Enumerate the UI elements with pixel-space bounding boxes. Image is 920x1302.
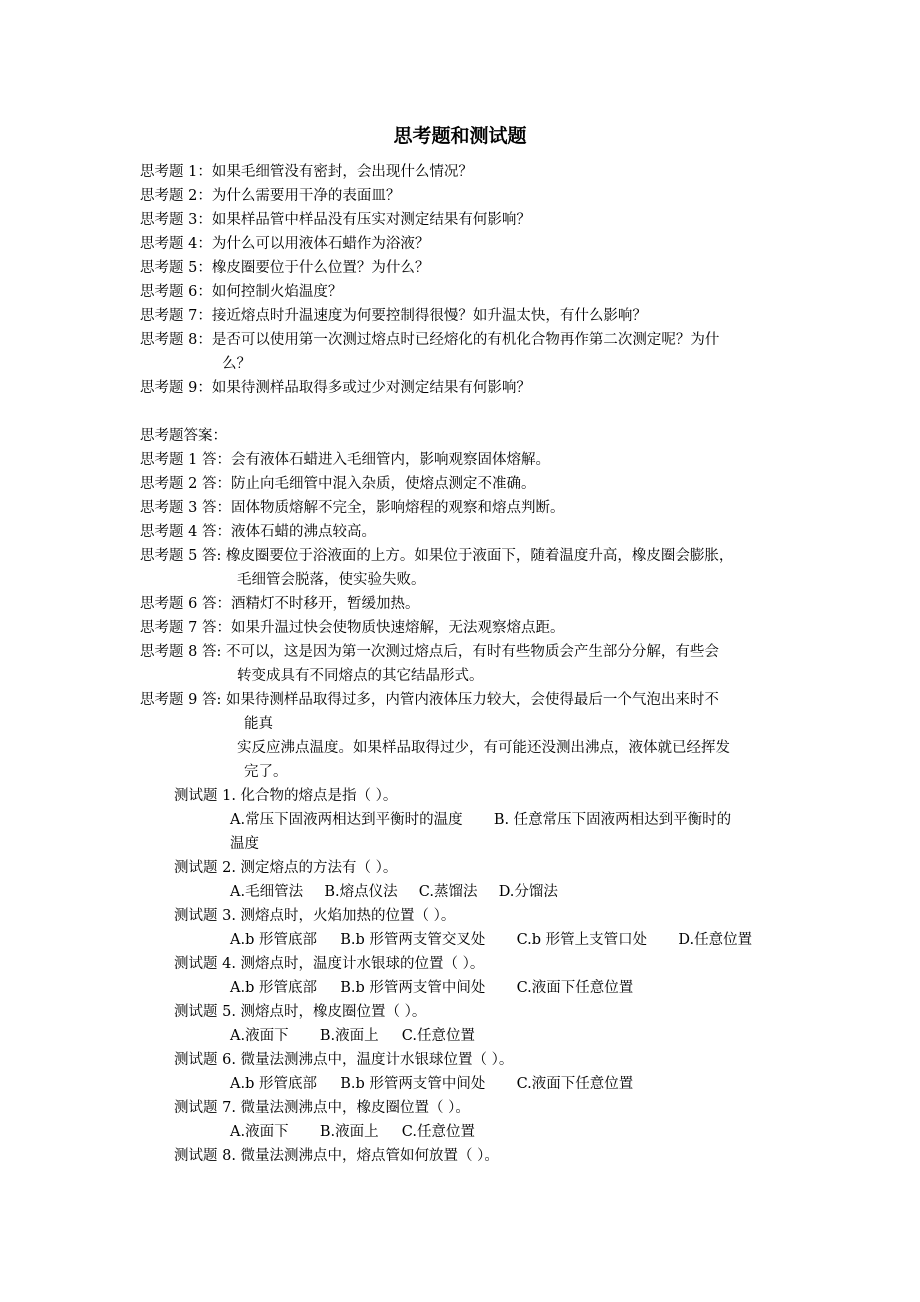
answer-2: 思考题 2 答：防止向毛细管中混入杂质，使熔点测定不准确。 — [140, 476, 536, 492]
test-7: 测试题 7. 微量法测沸点中，橡皮圈位置（ ）。 — [174, 1100, 470, 1116]
question-6: 思考题 6：如何控制火焰温度？ — [140, 284, 343, 300]
answer-6: 思考题 6 答：酒精灯不时移开，暂缓加热。 — [140, 596, 420, 612]
test-2-options — [230, 882, 558, 902]
test-7-option-b: B.液面上 — [319, 1124, 379, 1140]
answer-7: 思考题 7 答：如果升温过快会使物质快速熔解，无法观察熔点距。 — [140, 620, 565, 636]
answer-5-continued: 毛细管会脱落，使实验失败。 — [237, 572, 426, 588]
question-3: 思考题 3：如果样品管中样品没有压实对测定结果有何影响？ — [140, 212, 531, 228]
question-4: 思考题 4：为什么可以用液体石蜡作为浴液？ — [140, 236, 430, 252]
answer-5: 思考题 5 答: 橡皮圈要位于浴液面的上方。如果位于液面下，随着温度升高，橡皮圈会膨胀， — [140, 548, 734, 564]
test-5-option-c: C.任意位置 — [401, 1028, 475, 1044]
test-6-option-a: A.b 形管底部 — [230, 1076, 317, 1092]
question-8-continued: 么？ — [222, 356, 251, 372]
test-5: 测试题 5. 测熔点时，橡皮圈位置（ ）。 — [174, 1004, 427, 1020]
test-2-option-a: A.毛细管法 — [230, 884, 304, 900]
test-2-option-c: C.蒸馏法 — [418, 884, 478, 900]
page-title: 思考题和测试题 — [393, 125, 527, 147]
answer-3: 思考题 3 答：固体物质熔解不完全，影响熔程的观察和熔点判断。 — [140, 500, 565, 516]
test-8: 测试题 8. 微量法测沸点中，熔点管如何放置（ ）。 — [174, 1148, 499, 1164]
test-3-option-d: D.任意位置 — [678, 932, 753, 948]
test-4-options — [230, 978, 633, 998]
test-1-option-b: B. 任意常压下固液两相达到平衡时的 — [493, 812, 732, 828]
question-9: 思考题 9：如果待测样品取得多或过少对测定结果有何影响？ — [140, 380, 531, 396]
test-1: 测试题 1. 化合物的熔点是指（ ）。 — [174, 788, 398, 804]
test-3-options — [230, 930, 752, 950]
question-2: 思考题 2：为什么需要用干净的表面皿？ — [140, 188, 401, 204]
answer-9: 思考题 9 答: 如果待测样品取得过多，内管内液体压力较大，会使得最后一个气泡出来时不 — [140, 692, 719, 708]
answer-9-continued-2: 实反应沸点温度。如果样品取得过少，有可能还没测出沸点，液体就已经挥发 — [237, 740, 730, 756]
question-7: 思考题 7：接近熔点时升温速度为何要控制得很慢？如升温太快，有什么影响？ — [140, 308, 647, 324]
test-2: 测试题 2. 测定熔点的方法有（ ）。 — [174, 860, 398, 876]
test-5-options — [230, 1026, 475, 1046]
test-1-option-b-continued: 温度 — [230, 836, 259, 852]
test-6-options — [230, 1074, 633, 1094]
test-3-option-b: B.b 形管两支管交叉处 — [340, 932, 486, 948]
answers-header: 思考题答案： — [140, 428, 227, 444]
answer-9-continued-1: 能真 — [244, 716, 273, 732]
answer-9-continued-3: 完了。 — [244, 764, 288, 780]
test-4: 测试题 4. 测熔点时，温度计水银球的位置（ ）。 — [174, 956, 485, 972]
test-3-option-a: A.b 形管底部 — [230, 932, 317, 948]
question-1: 思考题 1：如果毛细管没有密封，会出现什么情况？ — [140, 164, 473, 180]
test-6: 测试题 6. 微量法测沸点中，温度计水银球位置（ ）。 — [174, 1052, 514, 1068]
test-1-option-a: A.常压下固液两相达到平衡时的温度 — [230, 812, 463, 828]
question-5: 思考题 5：橡皮圈要位于什么位置？为什么？ — [140, 260, 430, 276]
test-4-option-c: C.液面下任意位置 — [516, 980, 634, 996]
answer-4: 思考题 4 答：液体石蜡的沸点较高。 — [140, 524, 376, 540]
test-4-option-a: A.b 形管底部 — [230, 980, 317, 996]
test-5-option-b: B.液面上 — [319, 1028, 379, 1044]
test-4-option-b: B.b 形管两支管中间处 — [340, 980, 486, 996]
test-3-option-c: C.b 形管上支管口处 — [516, 932, 648, 948]
answer-1: 思考题 1 答：会有液体石蜡进入毛细管内，影响观察固体熔解。 — [140, 452, 550, 468]
test-2-option-b: B.熔点仪法 — [324, 884, 398, 900]
test-5-option-a: A.液面下 — [230, 1028, 289, 1044]
test-3: 测试题 3. 测熔点时，火焰加热的位置（ ）。 — [174, 908, 456, 924]
answer-8: 思考题 8 答: 不可以，这是因为第一次测过熔点后，有时有些物质会产生部分分解，有些会 — [140, 644, 719, 660]
test-2-option-d: D.分馏法 — [498, 884, 558, 900]
test-1-options — [230, 810, 731, 830]
test-7-options — [230, 1122, 475, 1142]
test-7-option-a: A.液面下 — [230, 1124, 289, 1140]
question-8: 思考题 8：是否可以使用第一次测过熔点时已经熔化的有机化合物再作第二次测定呢？为什 — [140, 332, 720, 348]
test-7-option-c: C.任意位置 — [401, 1124, 475, 1140]
test-6-option-b: B.b 形管两支管中间处 — [340, 1076, 486, 1092]
test-6-option-c: C.液面下任意位置 — [516, 1076, 634, 1092]
answer-8-continued: 转变成具有不同熔点的其它结晶形式。 — [237, 668, 484, 684]
